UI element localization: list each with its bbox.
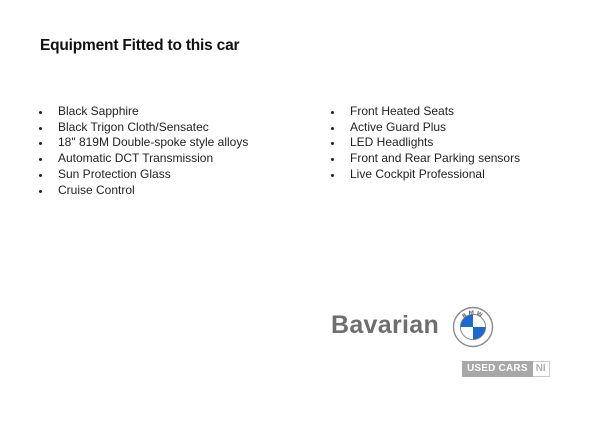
equipment-item-label: Front and Rear Parking sensors — [350, 151, 521, 166]
equipment-item — [38, 120, 248, 136]
equipment-item — [330, 151, 520, 167]
bullet-icon — [331, 174, 334, 177]
equipment-item — [330, 120, 520, 136]
dealer-logo — [331, 306, 501, 350]
equipment-item — [38, 183, 248, 199]
equipment-item — [330, 135, 520, 151]
equipment-item-label: 18" 819M Double-spoke style alloys — [58, 135, 249, 150]
equipment-item-label: Cruise Control — [58, 182, 135, 197]
equipment-item — [330, 104, 520, 120]
equipment-list-left — [38, 104, 248, 198]
bmw-letters: BMW — [461, 310, 485, 320]
bullet-icon — [39, 127, 42, 130]
equipment-item — [38, 104, 248, 120]
equipment-item-label: Active Guard Plus — [350, 119, 447, 134]
bullet-icon — [331, 127, 334, 130]
equipment-item — [38, 167, 248, 183]
region-label: NI — [533, 361, 550, 377]
equipment-item-label: Sun Protection Glass — [58, 166, 171, 181]
equipment-item-label: Front Heated Seats — [350, 104, 455, 118]
bullet-icon — [39, 158, 42, 161]
bullet-icon — [331, 111, 334, 114]
equipment-item-label: Live Cockpit Professional — [350, 166, 485, 181]
equipment-item-label: Black Trigon Cloth/Sensatec — [58, 119, 209, 134]
bullet-icon — [331, 142, 334, 145]
page-title: Equipment Fitted to this car — [40, 37, 240, 54]
bmw-roundel-icon — [452, 306, 494, 348]
bullet-icon — [39, 190, 42, 193]
equipment-item — [330, 167, 520, 183]
dealer-name: Bavarian — [331, 311, 440, 339]
used-cars-label: USED CARS — [462, 361, 533, 377]
equipment-item-label: Black Sapphire — [58, 104, 139, 118]
equipment-item — [38, 151, 248, 167]
bullet-icon — [39, 111, 42, 114]
bullet-icon — [331, 158, 334, 161]
equipment-item-label: Automatic DCT Transmission — [58, 151, 214, 166]
bullet-icon — [39, 142, 42, 145]
equipment-item — [38, 135, 248, 151]
equipment-list-right — [330, 104, 520, 183]
used-cars-badge — [462, 361, 550, 377]
bullet-icon — [39, 174, 42, 177]
equipment-item-label: LED Headlights — [350, 135, 434, 150]
